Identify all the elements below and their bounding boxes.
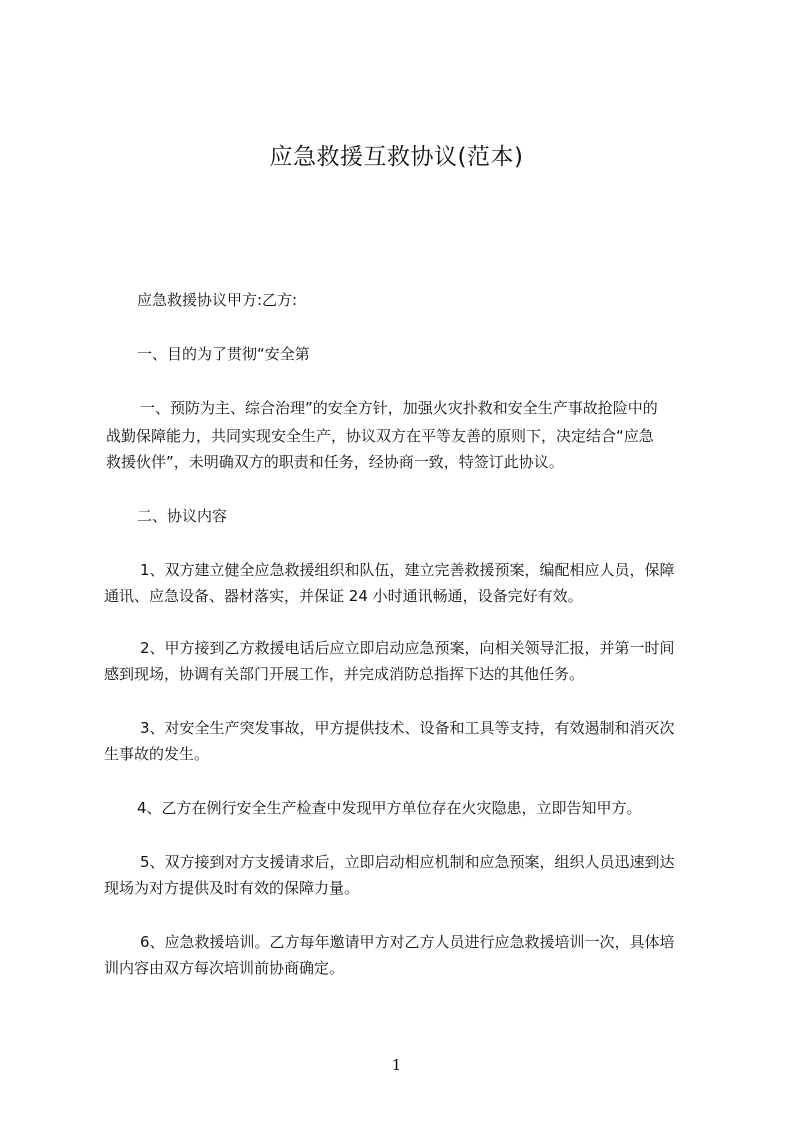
clause-6-line-2: 训内容由双方每次培训前协商确定。 xyxy=(104,959,345,977)
clause-1-line-2: 通讯、应急设备、器材落实，并保证 24 小时通讯畅通，设备完好有效。 xyxy=(104,587,583,605)
clause-2-line-2: 感到现场，协调有关部门开展工作，并完成消防总指挥下达的其他任务。 xyxy=(104,665,585,683)
page-number: 1 xyxy=(391,1056,402,1074)
clause-3-line-1: 3、对安全生产突发事故，甲方提供技术、设备和工具等支持，有效遏制和消灭次 xyxy=(140,719,675,737)
paragraph-purpose-line-1: 一、预防为主、综合治理”的安全方针，加强火灾扑救和安全生产事故抢险中的 xyxy=(140,399,658,417)
document-title: 应急救援互救协议(范本) xyxy=(269,144,524,170)
section-heading-purpose: 一、目的为了贯彻“安全第 xyxy=(137,345,310,363)
clause-5-line-1: 5、双方接到对方支援请求后，立即启动相应机制和应急预案，组织人员迅速到达 xyxy=(140,853,675,871)
clause-5-line-2: 现场为对方提供及时有效的保障力量。 xyxy=(104,879,360,897)
clause-1-line-1: 1、双方建立健全应急救援组织和队伍，建立完善救援预案，编配相应人员，保障 xyxy=(140,561,675,579)
section-heading-content: 二、协议内容 xyxy=(137,507,228,525)
paragraph-purpose-line-2: 战勤保障能力，共同实现安全生产，协议双方在平等友善的原则下，决定结合“应急 xyxy=(106,427,654,445)
clause-4: 4、乙方在例行安全生产检查中发现甲方单位存在火灾隐患，立即告知甲方。 xyxy=(137,799,642,817)
paragraph-parties: 应急救援协议甲方:乙方: xyxy=(137,291,298,309)
clause-3-line-2: 生事故的发生。 xyxy=(104,745,210,763)
clause-6-line-1: 6、应急救援培训。乙方每年邀请甲方对乙方人员进行应急救援培训一次，具体培 xyxy=(140,933,675,951)
paragraph-purpose-line-3: 救援伙伴”，未明确双方的职责和任务，经协商一致，特签订此协议。 xyxy=(106,453,564,471)
clause-2-line-1: 2、甲方接到乙方救援电话后应立即启动应急预案，向相关领导汇报，并第一时间 xyxy=(140,639,675,657)
